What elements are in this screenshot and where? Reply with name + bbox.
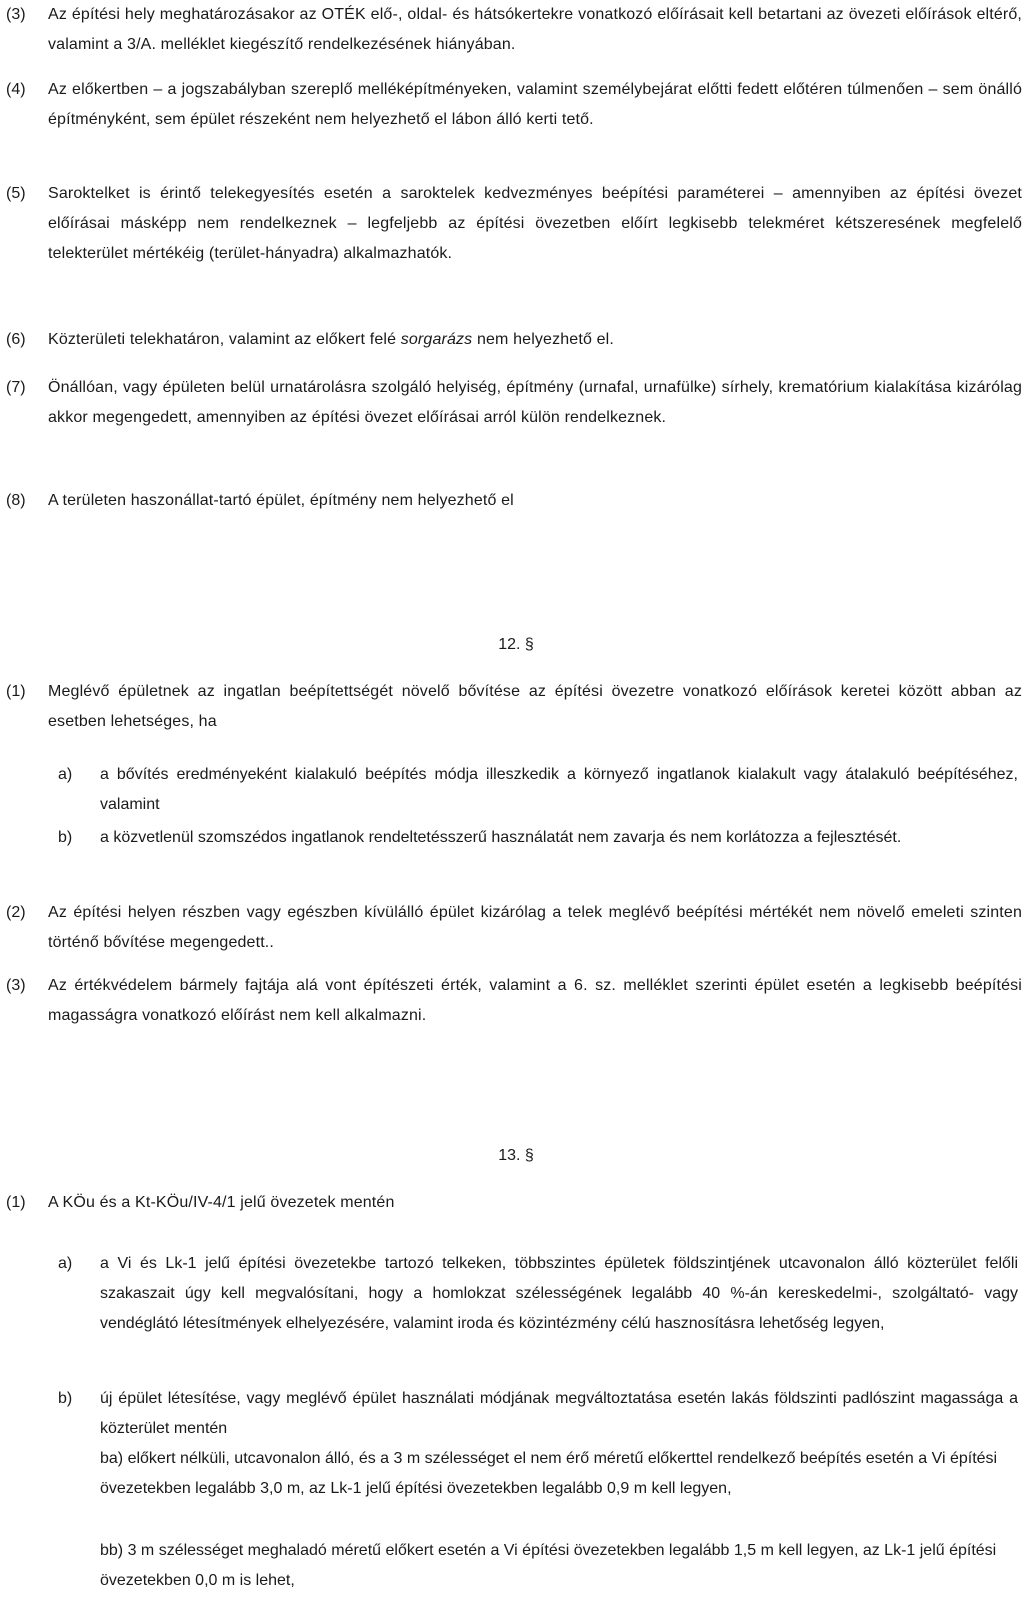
paragraph-text: Az építési hely meghatározásakor az OTÉK elő-, oldal- és hátsókertekre vonatkozó előírásait kell betartani az övezeti előírások eltérő, valamint a 3/A. melléklet kiegészítő rendelkezésének hiányában. [48, 6, 1022, 53]
item-text: a Vi és Lk-1 jelű építési övezetekbe tartozó telkeken, többszintes épületek földszintjének utcavonalon álló közterület felőli szakaszait úgy kell megvalósítani, hogy a homlokzat szélességének legalább 40 %-án kereskedelmi-, szolgáltató- vagy vendéglátó létesítmények elhelyezésére, valamint iroda és közintézmény célú hasznosításra lehetőség legyen, [100, 1255, 1018, 1332]
s13-item-a [58, 1249, 1018, 1339]
s13-paragraph-1 [6, 1188, 1022, 1218]
item-label: b) [58, 1390, 73, 1407]
paragraph-number: (3) [6, 977, 26, 994]
paragraph-text: Az építési helyen részben vagy egészben kívülálló épület kizárólag a telek meglévő beépítési mértékét nem növelő emeleti szinten történő bővítése megengedett.. [48, 904, 1022, 951]
paragraph-7 [6, 373, 1022, 433]
paragraph-number: (5) [6, 185, 26, 202]
item-label: a) [58, 766, 73, 783]
text-before: Közterületi telekhatáron, valamint az előkert felé [48, 331, 401, 348]
paragraph-5 [6, 179, 1022, 269]
s12-item-a [58, 760, 1018, 820]
paragraph-number: (1) [6, 1194, 26, 1211]
paragraph-text: A területen haszonállat-tartó épület, építmény nem helyezhető el [48, 492, 514, 509]
paragraph-text [48, 325, 1022, 355]
paragraph-number: (6) [6, 331, 26, 348]
paragraph-text: Meglévő épületnek az ingatlan beépítettségét növelő bővítése az építési övezetre vonatkozó előírások keretei között abban az esetben lehetséges, ha [48, 683, 1022, 730]
paragraph-text: Az értékvédelem bármely fajtája alá vont építészeti érték, valamint a 6. sz. melléklet szerinti épület esetén a legkisebb beépítési magasságra vonatkozó előírást nem kell alkalmazni. [48, 977, 1022, 1024]
italic-term: sorgarázs [400, 331, 473, 348]
item-text: új épület létesítése, vagy meglévő épület használati módjának megváltoztatása esetén lakás földszinti padlószint magassága a közterület mentén [100, 1390, 1018, 1437]
item-label: b) [58, 829, 73, 846]
s12-paragraph-1 [6, 677, 1022, 737]
paragraph-number: (1) [6, 683, 26, 700]
section-heading-13: 13. § [498, 1147, 534, 1164]
paragraph-number: (2) [6, 904, 26, 921]
paragraph-3 [6, 0, 1022, 60]
item-text: a bővítés eredményeként kialakuló beépítés módja illeszkedik a környező ingatlanok kialakult vagy átalakuló beépítéséhez, valamint [100, 766, 1018, 813]
s13-subitem-bb: bb) 3 m szélességet meghaladó méretű előkert esetén a Vi építési övezetekben legalább 1,5 m kell legyen, az Lk-1 jelű építési övezetekben 0,0 m is lehet, [100, 1542, 997, 1589]
paragraph-text: Önállóan, vagy épületen belül urnatárolásra szolgáló helyiség, építmény (urnafal, urnafülke) sírhely, krematórium kialakítása kizárólag akkor megengedett, amennyiben az építési övezet előírásai arról külön rendelkeznek. [48, 379, 1022, 426]
paragraph-number: (7) [6, 379, 26, 396]
section-heading-12: 12. § [498, 636, 534, 653]
paragraph-number: (3) [6, 6, 26, 23]
paragraph-text: Az előkertben – a jogszabályban szereplő melléképítményeken, valamint személybejárat előtti fedett előtéren túlmenően – sem önálló építményként, sem épület részeként nem helyezhető el lábon álló kerti tető. [48, 81, 1022, 128]
s12-paragraph-3 [6, 971, 1022, 1031]
paragraph-number: (4) [6, 81, 26, 98]
s13-subitem-ba: ba) előkert nélküli, utcavonalon álló, és a 3 m szélességet el nem érő méretű előkerttel rendelkező beépítés esetén a Vi építési övezetekben legalább 3,0 m, az Lk-1 jelű építési övezetekben legalább 0,9 m kell legyen, [100, 1450, 998, 1497]
paragraph-number: (8) [6, 492, 26, 509]
paragraph-text: A KÖu és a Kt-KÖu/IV-4/1 jelű övezetek mentén [48, 1194, 395, 1211]
s12-paragraph-2 [6, 898, 1022, 958]
text-after: nem helyezhető el. [472, 331, 614, 348]
paragraph-6 [6, 325, 1022, 355]
s13-item-b [58, 1384, 1018, 1444]
item-text: a közvetlenül szomszédos ingatlanok rendeltetésszerű használatát nem zavarja és nem korlátozza a fejlesztését. [100, 829, 902, 846]
item-label: a) [58, 1255, 73, 1272]
s12-item-b [58, 823, 1018, 853]
paragraph-text: Saroktelket is érintő telekegyesítés esetén a saroktelek kedvezményes beépítési paraméterei – amennyiben az építési övezet előírásai másképp nem rendelkeznek – legfeljebb az építési övezetben előírt legkisebb telekméret kétszeresének megfelelő telekterület mértékéig (terület-hányadra) alkalmazhatók. [48, 185, 1022, 262]
paragraph-4 [6, 75, 1022, 135]
paragraph-8 [6, 486, 1022, 516]
